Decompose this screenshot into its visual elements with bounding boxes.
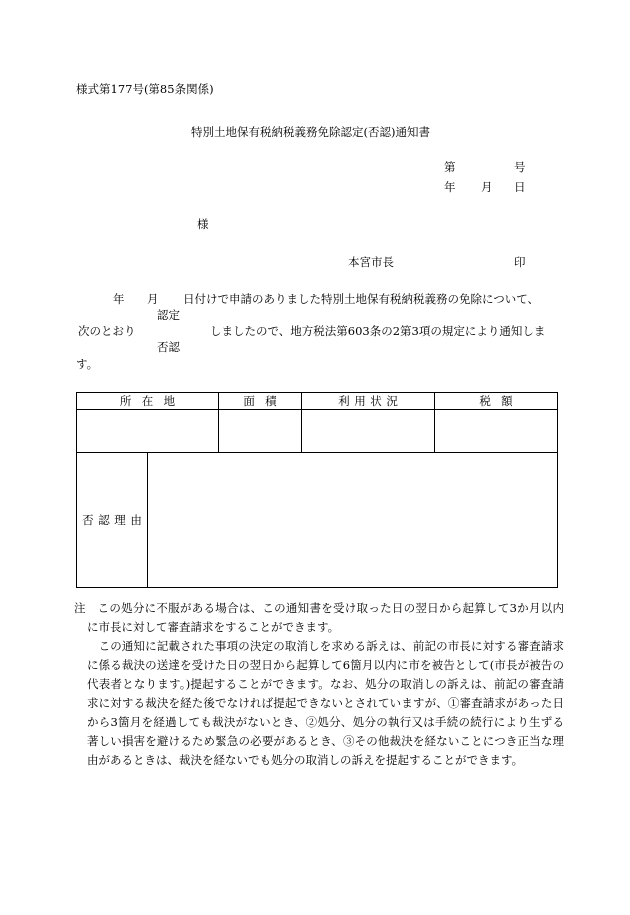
cell-location[interactable] [77,410,219,453]
seal-mark: 印 [514,255,526,269]
reason-content[interactable] [148,453,558,588]
table-data-row [77,410,558,453]
header-area: 面積 [219,393,302,410]
issuer-name: 本宮市長 [348,255,394,269]
body-year: 年 [113,292,125,306]
option-approve: 認定 [157,308,180,322]
addressee-suffix: 様 [197,217,209,231]
body-month: 月 [147,292,159,306]
date-month: 月 [481,180,493,194]
note-1: 注 この処分に不服がある場合は、この通知書を受け取った日の翌日から起算して3か月以内に市長に対して審査請求をすることができます。 [74,601,564,634]
note-section [74,599,564,770]
body-line2-start: 次のとおり [78,324,136,338]
form-table [76,392,558,588]
header-tax: 税額 [435,393,558,410]
doc-number-prefix: 第 [444,160,456,174]
cell-usage[interactable] [302,410,435,453]
note-2: この通知に記載された事項の決定の取消しを求める訴えは、前記の市長に対する審査請求に係る裁決の送達を受けた日の翌日から起算して6箇月以内に市を被告として(市長が被告の代表者となります。)提起することができます。なお、処分の取消しの訴えは、前記の審査請求に対する裁決を経た後でなければ提起できないとされていますが、①審査請求があった日から3箇月を経過しても裁決がないとき、②処分、処分の執行又は手続の続行により生ずる著しい損害を避けるため緊急の必要があるとき、③その他裁決を経ないことにつき正当な理由があるときは、裁決を経ないでも処分の取消しの訴えを提起することができます。 [87,639,564,767]
option-deny: 否認 [157,340,180,354]
body-line1: 日付けで申請のありました特別土地保有税納税義務の免除について、 [183,292,540,306]
doc-number-suffix: 号 [514,160,526,174]
date-year: 年 [444,180,456,194]
document-title: 特別土地保有税納税義務免除認定(否認)通知書 [191,125,430,139]
reason-label: 否認理由 [77,453,148,588]
cell-tax[interactable] [435,410,558,453]
date-day: 日 [514,180,526,194]
table-header-row [77,393,558,410]
body-line3: す。 [76,357,99,371]
header-usage: 利用状況 [302,393,435,410]
header-location: 所在地 [77,393,219,410]
form-number: 様式第177号(第85条関係) [76,82,214,96]
body-line2-end: しましたので、地方税法第603条の2第3項の規定により通知しま [210,324,546,338]
reason-row [77,453,558,588]
cell-area[interactable] [219,410,302,453]
